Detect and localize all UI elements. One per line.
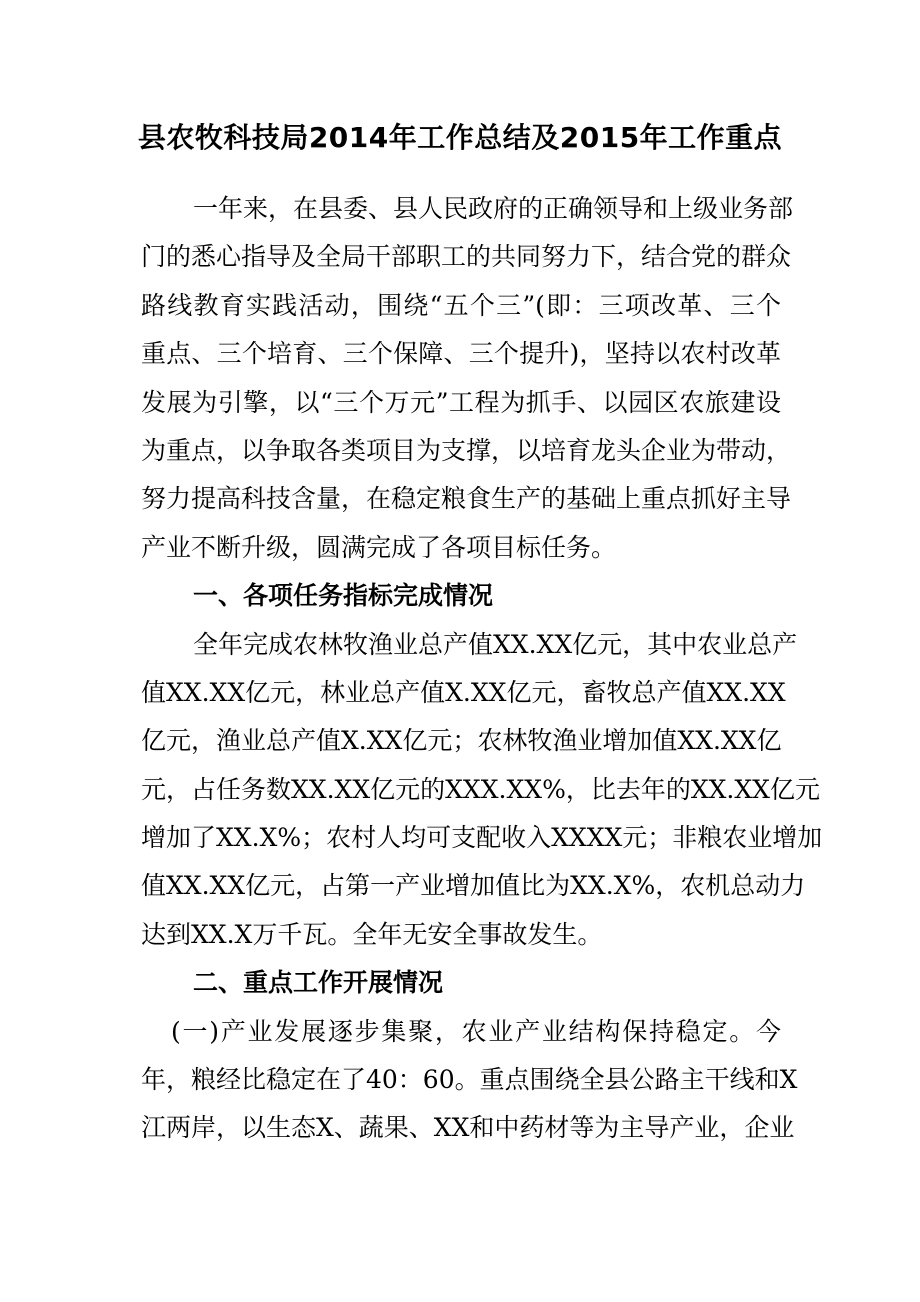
- text-line: 全年完成农林牧渔业总产值XX.XX亿元，其中农业总产: [193, 629, 798, 659]
- text-line: 年，粮经比稳定在了40：60。重点围绕全县公路主干线和X: [141, 1065, 798, 1095]
- text-line: 产业不断升级，圆满完成了各项目标任务。: [141, 532, 617, 562]
- text-line: 值XX.XX亿元，林业总产值X.XX亿元，畜牧总产值XX.XX: [141, 677, 786, 707]
- text-line: 发展为引擎，以“三个万元”工程为抓手、以园区农旅建设: [141, 387, 781, 417]
- industry-paragraph: [141, 1008, 798, 1153]
- text-line: 门的悉心指导及全局干部职工的共同努力下，结合党的群众: [141, 242, 792, 272]
- text-line: 元，占任务数XX.XX亿元的XXX.XX%，比去年的XX.XX亿元: [141, 774, 820, 804]
- text-line: 江两岸，以生态X、蔬果、XX和中药材等为主导产业，企业: [141, 1113, 795, 1143]
- text-line: 一年来，在县委、县人民政府的正确领导和上级业务部: [193, 194, 794, 223]
- document-title: 县农牧科技局2014年工作总结及2015年工作重点: [137, 121, 783, 154]
- text-line: 路线教育实践活动，围绕“五个三”(即：三项改革、三个: [141, 290, 781, 320]
- text-line: 为重点，以争取各类项目为支撑，以培育龙头企业为带动，: [141, 435, 792, 465]
- text-line: 努力提高科技含量，在稳定粮食生产的基础上重点抓好主导: [141, 484, 792, 514]
- section-heading-1: 一、各项任务指标完成情况: [193, 581, 494, 611]
- text-line: 增加了XX.X%；农村人均可支配收入XXXX元；非粮农业增加: [141, 823, 823, 853]
- section-heading-2: 二、重点工作开展情况: [193, 968, 444, 998]
- text-line: 亿元，渔业总产值X.XX亿元；农林牧渔业增加值XX.XX亿: [141, 726, 782, 756]
- text-line: 值XX.XX亿元，占第一产业增加值比为XX.X%，农机总动力: [141, 871, 806, 901]
- indicators-paragraph: [141, 621, 823, 960]
- intro-paragraph: [141, 185, 794, 572]
- text-line: (一)产业发展逐步集聚，农业产业结构保持稳定。今: [171, 1016, 781, 1046]
- document-body: [141, 185, 823, 1153]
- text-line: 达到XX.X万千瓦。全年无安全事故发生。: [141, 919, 603, 949]
- text-line: 重点、三个培育、三个保障、三个提升)，坚持以农村改革: [141, 339, 781, 369]
